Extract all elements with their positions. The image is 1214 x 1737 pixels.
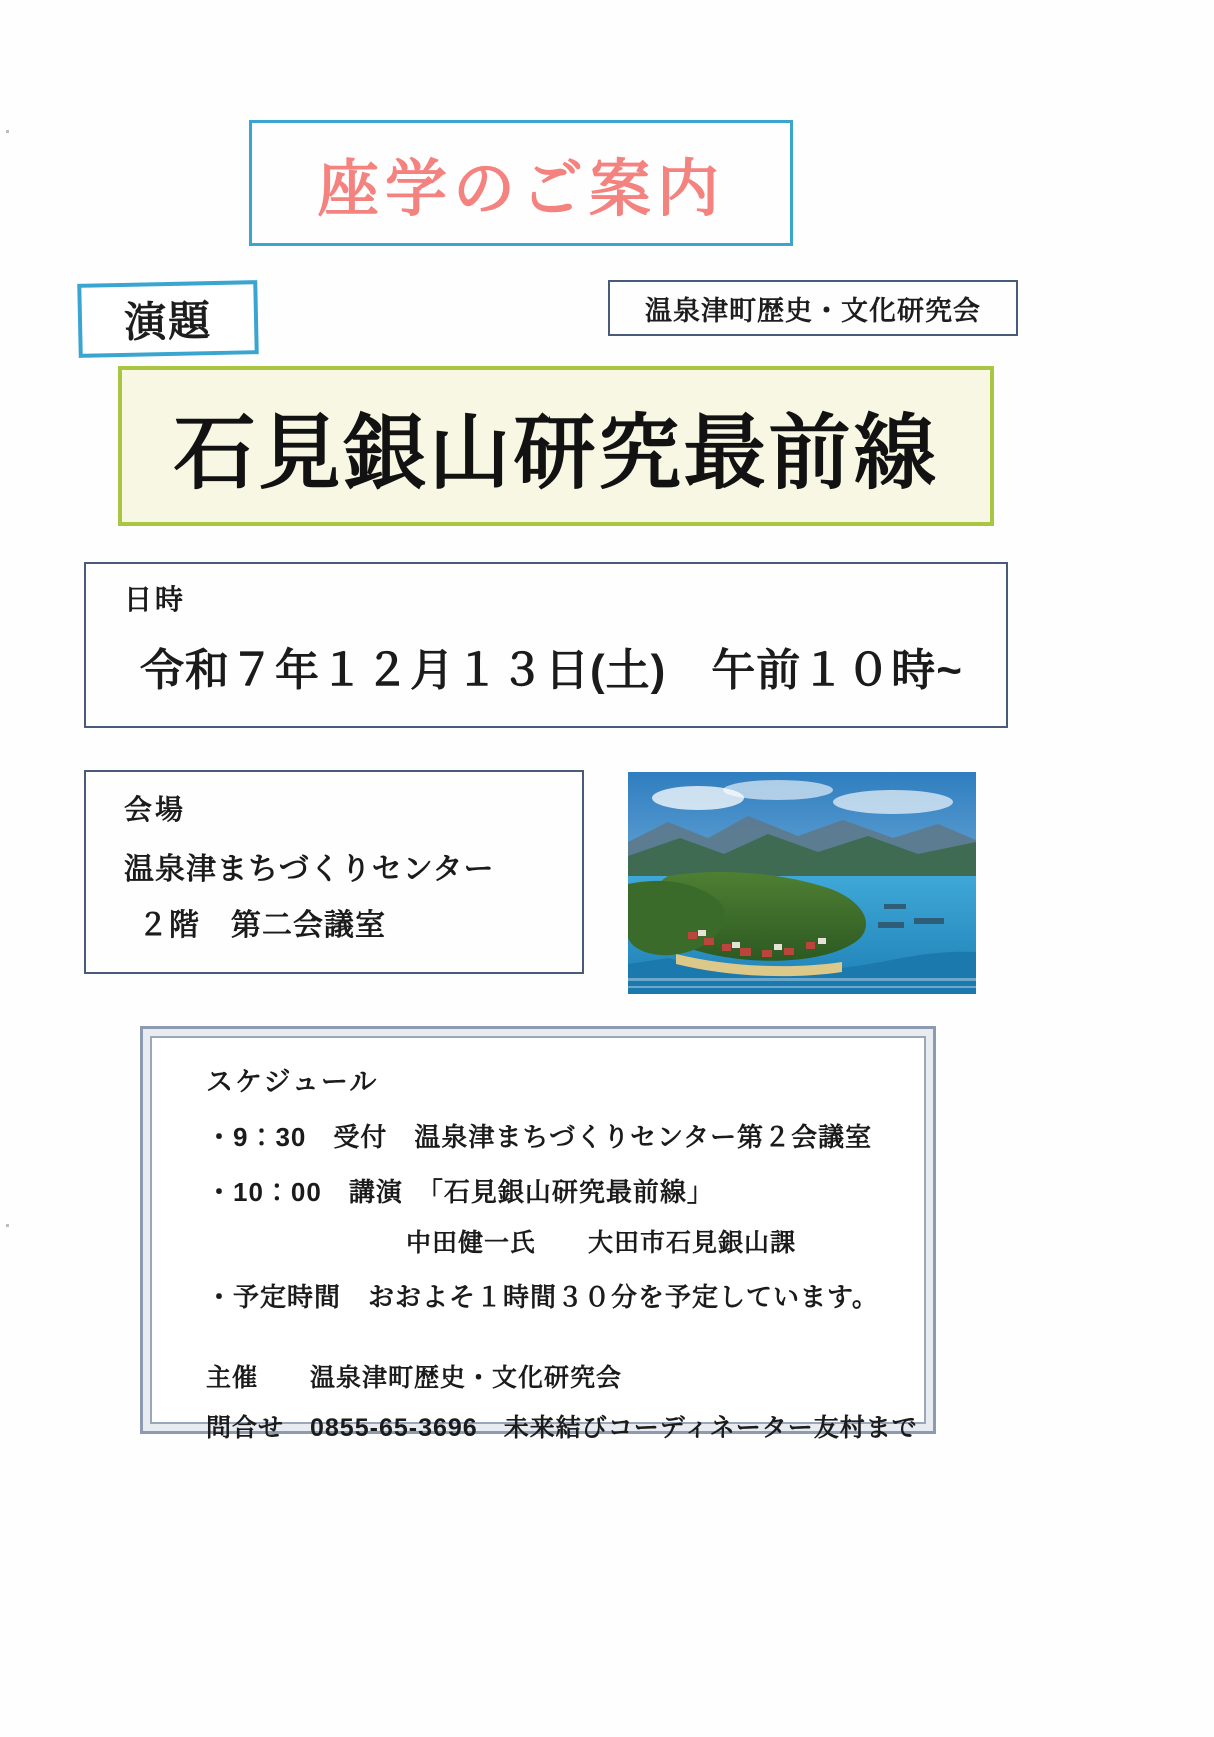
schedule-item-lecture: ・10：00 講演 「石見銀山研究最前線」 [206,1177,714,1207]
schedule-duration: ・予定時間 おおよそ１時間３０分を予定しています。 [206,1282,879,1312]
datetime-value: 令和７年１２月１３日(土) 午前１０時~ [140,646,963,695]
schedule-host: 主催 温泉津町歴史・文化研究会 [206,1364,623,1392]
venue-room: ２階 第二会議室 [138,909,386,942]
schedule-contact: 問合せ 0855-65-3696 未来結びコーディネーター友村まで [206,1414,918,1442]
organizer-badge [608,280,1018,336]
schedule-spacer [206,1314,924,1344]
datetime-label: 日時 [124,584,187,615]
poster-title-box [249,120,793,246]
photo-illustration [628,772,976,994]
scan-speck [6,1224,9,1227]
venue-box [84,770,584,974]
page-title: 座学のご案内 [316,154,725,224]
datetime-box [84,562,1008,728]
schedule-panel [140,1026,936,1442]
scan-speck [6,130,9,133]
entitle-tag [77,280,259,358]
schedule-heading: スケジュール [206,1067,379,1097]
schedule-item-reception: ・9：30 受付 温泉津まちづくりセンター第２会議室 [206,1122,873,1152]
venue-photo [628,772,976,994]
entitle-tag-label: 演題 [123,297,213,346]
schedule-inner [150,1036,926,1442]
theme-box [118,366,994,526]
venue-label: 会場 [124,794,187,825]
theme-title: 石見銀山研究最前線 [173,407,939,499]
organizer-badge-label: 温泉津町歴史・文化研究会 [645,295,981,326]
venue-name: 温泉津まちづくりセンター [124,853,495,886]
schedule-speaker: 中田健一氏 大田市石見銀山課 [406,1229,797,1257]
